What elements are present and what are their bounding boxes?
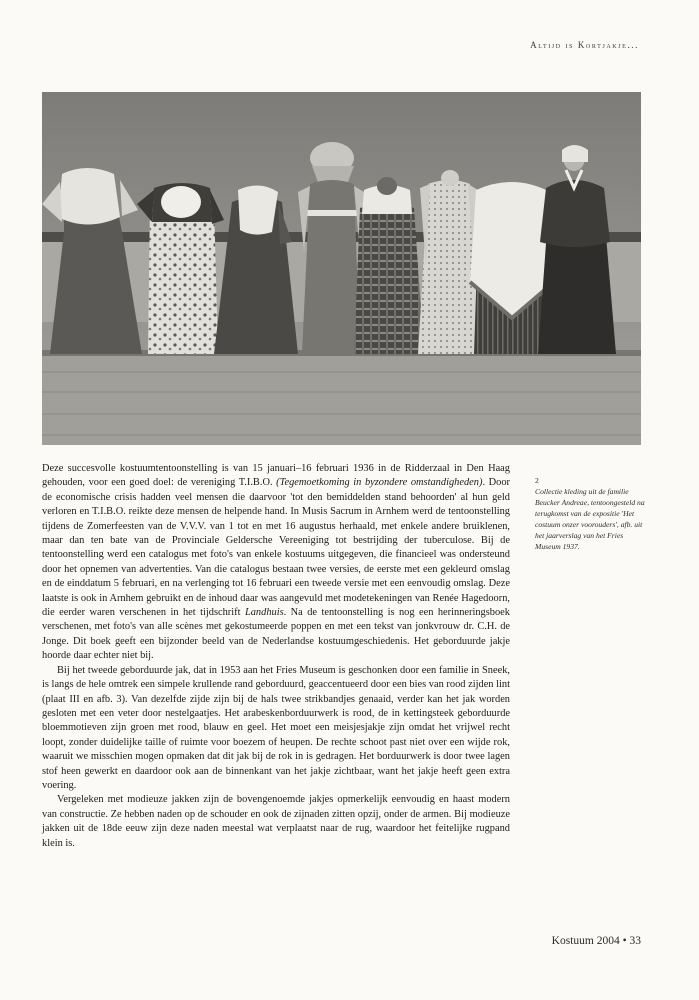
- p1-part-e: . Na de tentoonstelling is nog een herinneringsboek verschenen, met foto's van alle scènes met gekostumeerde poppen en met een tekst van jonkvrouw dr. C.H. de Jonge. Dit boek geeft een bijzonder beeld van de Nederlandse kostuumgeschiedenis. Het geborduurde jakje hoorde daar echter niet bij.: [42, 607, 510, 662]
- page-folio: Kostuum 2004 • 33: [551, 935, 641, 947]
- caption-number: 2: [535, 476, 539, 485]
- article-body: [42, 462, 510, 851]
- p1-italic-title: Landhuis: [244, 607, 284, 619]
- paragraph-1: [42, 462, 510, 664]
- figure-caption: [535, 475, 647, 552]
- caption-text: Collectie kleding uit de familie Beucker Andreae, tentoongesteld na terugkomst van de expositie 'Het costuum onzer voorouders', afb. uit het jaarverslag van het Fries Museum 1937.: [535, 487, 645, 551]
- running-head: Altijd is Kortjakje...: [530, 40, 639, 50]
- p1-part-c: . Door de economische crisis hadden veel mensen die daarvoor 'tot den bemiddelden stand behoorden' al hun geld verloren en T.I.B.O. reikte deze mensen de helpende hand. In Musis Sacrum in Arnhem werd de tentoonstelling tijdens de Zomerfeesten van de V.V.V. van 1 tot en met 16 augustus herhaald, met enkele andere bruiklenen, maar dan ten bate van de Provinciale Geldersche Vereeniging tot bestrijding der tuberculose. Bij de tentoonstelling werd een catalogus met foto's van enkele kostuums uitgegeven, die financieel was ondersteund door het opnemen van advertenties. Van die catalogus bestaan twee versies, de eerste met een gekleurd omslag en de einddatum 5 februari, en na verlenging tot 16 februari een tweede versie met een eenvoudig omslag. Deze laatste is ook in Arnhem gebruikt en de inhoud daar was aangevuld met modetekeningen van Renée Hagedoorn, die eerder waren verschenen in het tijdschrift: [42, 477, 510, 619]
- costume-photo: [42, 92, 641, 445]
- paragraph-3: Vergeleken met modieuze jakken zijn de bovengenoemde jakjes opmerkelijk eenvoudig en haast modern van constructie. Ze hebben naden op de schouder en ook de zijnaden zitten opzij, onder de armen. Bij modieuze jakken uit de 18de eeuw zijn deze naden meestal wat verplaatst naar de rug, waardoor het feitelijke rugpand klein is.: [42, 794, 510, 849]
- p1-part-a: Deze succesvolle kostuumtentoonstelling is van 15 januari–16 februari 1936 in de Ridderzaal in Den Haag gehouden, voor een goed doel: de vereniging T.I.B.O.: [42, 463, 510, 489]
- p1-italic-term: (Tegemoetkoming in byzondere omstandigheden): [276, 477, 483, 489]
- paragraph-2: Bij het tweede geborduurde jak, dat in 1953 aan het Fries Museum is geschonken door een familie in Sneek, is langs de hele omtrek een simpele krullende rand geborduurd, geaccentueerd door een bies van rood zijden lint (plaat III en afb. 3). Van dezelfde zijde zijn bij de hals twee strikbandjes genaaid, verder kan het jak worden gesloten met een veter door nestelgaatjes. Het arabeskenborduurwerk is rood, de in kettingsteek geborduurde bloemmotieven zijn groen met rood, blauw en geel. Het moet een meisjesjakje zijn omdat het vrijwel recht loopt, zonder duidelijke taille of ruimte voor boezem of heupen. De rechte schoot past niet over een wijde rok, waaruit we misschien mogen opmaken dat dit jak bij de rok in is gedragen. Het borduurwerk is door twee lagen stof heen gewerkt en daardoor ook aan de binnenkant van het jakje zichtbaar, want het jakje heeft geen extra voering.: [42, 664, 510, 791]
